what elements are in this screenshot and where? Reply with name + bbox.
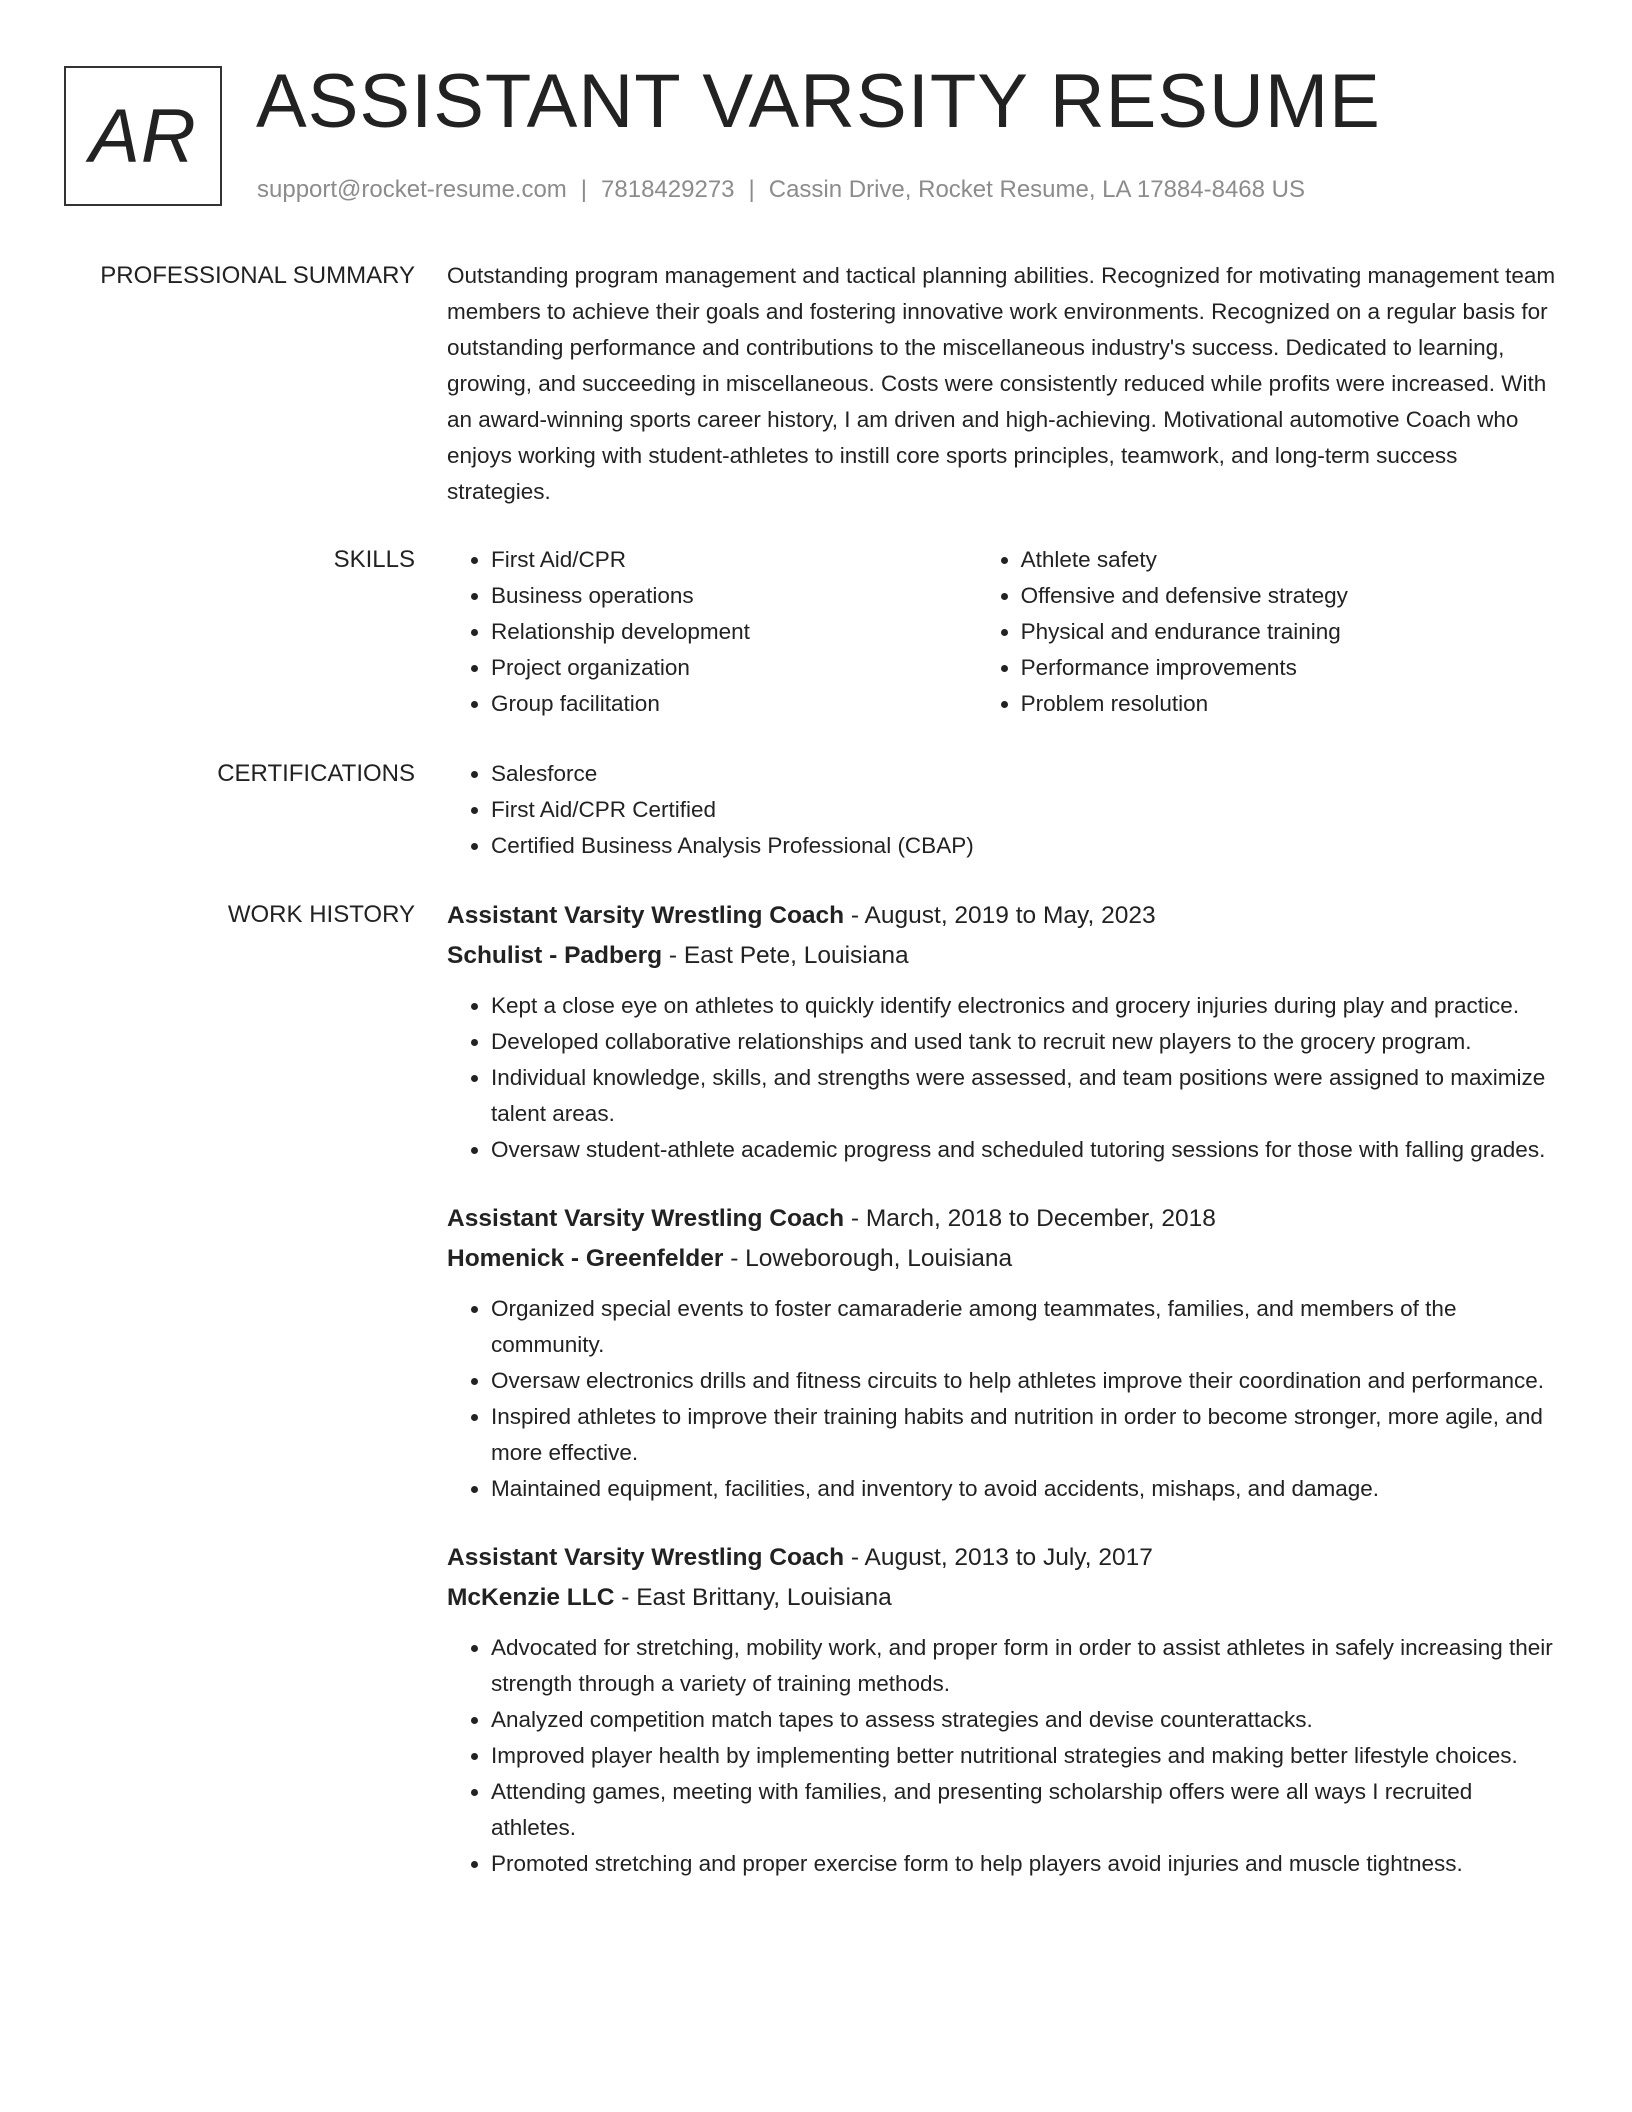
job-title: Assistant Varsity Wrestling Coach (447, 902, 845, 929)
resume-title: ASSISTANT VARSITY RESUME (256, 59, 1381, 144)
job-dates: - August, 2019 to May, 2023 (844, 902, 1156, 929)
job-company-line (447, 1239, 1559, 1279)
certifications-body (447, 756, 1559, 864)
job-bullets (447, 1291, 1559, 1507)
job-location: - East Brittany, Louisiana (614, 1584, 892, 1611)
certification-item: • Salesforce (491, 756, 1559, 792)
skill-item: • Performance improvements (1021, 650, 1559, 686)
job-location: - Loweborough, Louisiana (723, 1245, 1013, 1272)
job-bullet: • Analyzed competition match tapes to assess strategies and devise counterattacks. (491, 1702, 1559, 1738)
job-dates: - August, 2013 to July, 2017 (844, 1544, 1153, 1571)
skills-body (447, 542, 1559, 722)
job-entry (447, 896, 1559, 1168)
contact-email: support@rocket-resume.com (257, 176, 567, 203)
summary-body (447, 258, 1559, 510)
monogram-logo (64, 66, 222, 206)
job-dates: - March, 2018 to December, 2018 (844, 1205, 1216, 1232)
skill-item: • Athlete safety (1021, 542, 1559, 578)
section-label-certifications: CERTIFICATIONS (217, 760, 415, 787)
section-label-skills: SKILLS (333, 546, 415, 573)
job-bullet: • Organized special events to foster camaraderie among teammates, families, and members of the community. (491, 1291, 1559, 1363)
skill-item: • First Aid/CPR (491, 542, 977, 578)
skill-item: • Offensive and defensive strategy (1021, 578, 1559, 614)
skill-item: • Business operations (491, 578, 977, 614)
job-title-line (447, 1538, 1559, 1578)
job-bullet: • Improved player health by implementing better nutritional strategies and making better lifestyle choices. (491, 1738, 1559, 1774)
contact-phone: 7818429273 (601, 176, 735, 203)
skill-item: • Group facilitation (491, 686, 977, 722)
job-bullet: • Kept a close eye on athletes to quickly identify electronics and grocery injuries during play and practice. (491, 988, 1559, 1024)
skills-list-left (447, 542, 977, 722)
contact-address: Cassin Drive, Rocket Resume, LA 17884-8468 US (768, 176, 1306, 203)
job-bullets (447, 988, 1559, 1168)
job-company: Schulist - Padberg (447, 942, 663, 969)
job-company: Homenick - Greenfelder (447, 1245, 724, 1272)
certifications-list (447, 756, 1559, 864)
work-history-body (447, 896, 1559, 1913)
certification-item: • First Aid/CPR Certified (491, 792, 1559, 828)
job-bullet: • Developed collaborative relationships and used tank to recruit new players to the grocery program. (491, 1024, 1559, 1060)
skill-item: • Relationship development (491, 614, 977, 650)
job-title: Assistant Varsity Wrestling Coach (447, 1544, 845, 1571)
job-bullet: • Advocated for stretching, mobility work, and proper form in order to assist athletes in safely increasing their strength through a variety of training methods. (491, 1630, 1559, 1702)
skill-item: • Physical and endurance training (1021, 614, 1559, 650)
job-title: Assistant Varsity Wrestling Coach (447, 1205, 845, 1232)
certification-item: • Certified Business Analysis Professional (CBAP) (491, 828, 1559, 864)
job-entry (447, 1199, 1559, 1507)
job-title-line (447, 896, 1559, 936)
contact-separator: | (580, 176, 588, 203)
job-title-line (447, 1199, 1559, 1239)
job-entry (447, 1538, 1559, 1882)
skill-item: • Problem resolution (1021, 686, 1559, 722)
job-company: McKenzie LLC (447, 1584, 615, 1611)
job-company-line (447, 936, 1559, 976)
job-location: - East Pete, Louisiana (662, 942, 909, 969)
job-bullets (447, 1630, 1559, 1882)
section-label-work-history: WORK HISTORY (227, 901, 415, 928)
job-company-line (447, 1578, 1559, 1618)
section-label-summary: PROFESSIONAL SUMMARY (100, 262, 415, 289)
job-bullet: • Inspired athletes to improve their training habits and nutrition in order to become stronger, more agile, and more effective. (491, 1399, 1559, 1471)
contact-separator: | (748, 176, 755, 203)
job-bullet: • Oversaw electronics drills and fitness circuits to help athletes improve their coordination and performance. (491, 1363, 1559, 1399)
monogram-initials: AR (89, 93, 197, 179)
skill-item: • Project organization (491, 650, 977, 686)
summary-text: Outstanding program management and tactical planning abilities. Recognized for motivating management team members to achieve their goals and fostering innovative work environments. Recognized on a regular basis for outstanding performance and contributions to the miscellaneous industry's success. Dedicated to learning, growing, and succeeding in miscellaneous. Costs were consistently reduced while profits were increased. With an award-winning sports career history, I am driven and high-achieving. Motivational automotive Coach who enjoys working with student-athletes to instill core sports principles, teamwork, and long-term success strategies. (447, 263, 1556, 504)
job-bullet: • Promoted stretching and proper exercise form to help players avoid injuries and muscle tightness. (491, 1846, 1559, 1882)
job-bullet: • Individual knowledge, skills, and strengths were assessed, and team positions were assigned to maximize talent areas. (491, 1060, 1559, 1132)
job-bullet: • Attending games, meeting with families, and presenting scholarship offers were all ways I recruited athletes. (491, 1774, 1559, 1846)
skills-list-right (977, 542, 1559, 722)
contact-line (257, 174, 1305, 206)
job-bullet: • Maintained equipment, facilities, and inventory to avoid accidents, mishaps, and damage. (491, 1471, 1559, 1507)
job-bullet: • Oversaw student-athlete academic progress and scheduled tutoring sessions for those with falling grades. (491, 1132, 1559, 1168)
